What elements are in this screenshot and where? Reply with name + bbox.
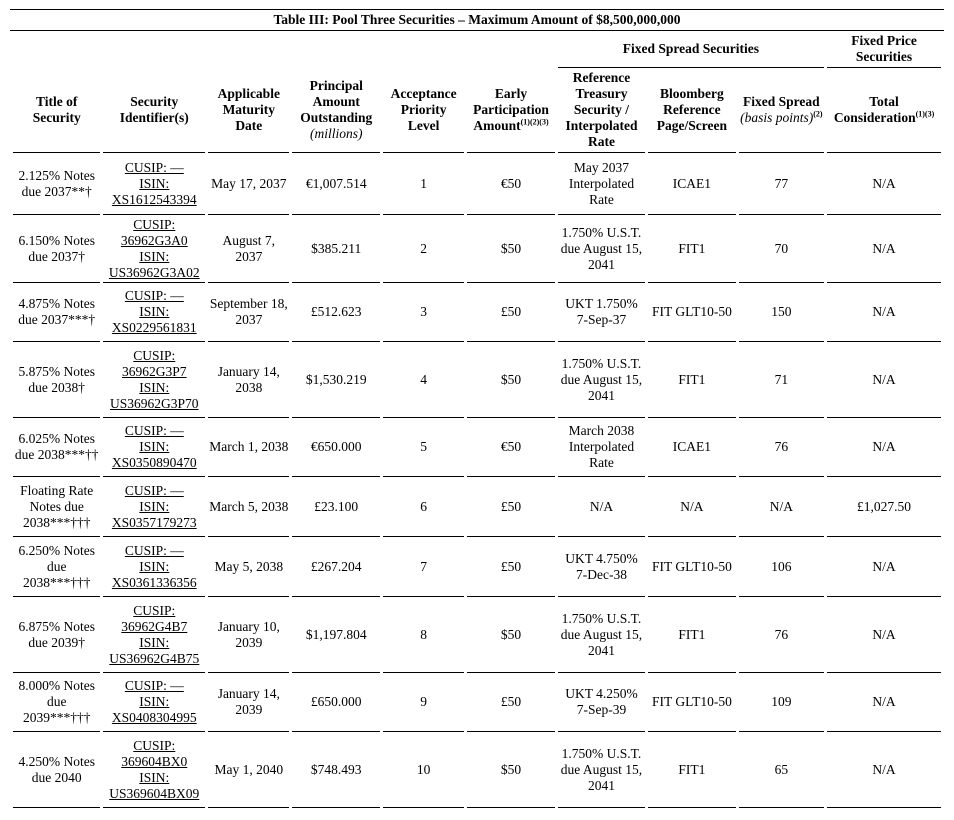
principal-amount-cell: £23.100	[292, 477, 379, 537]
isin-label: ISIN:	[139, 439, 170, 454]
security-identifiers-cell	[103, 537, 205, 597]
isin-id: XS0408304995	[111, 710, 197, 725]
cusip-id: CUSIP: 36962G3P7	[122, 347, 187, 379]
maturity-date-cell: March 1, 2038	[208, 418, 289, 477]
table-row	[13, 342, 941, 418]
security-identifiers-cell	[103, 673, 205, 732]
security-title-cell: 6.150% Notes due 2037†	[13, 215, 100, 283]
principal-amount-cell: €1,007.514	[292, 153, 379, 215]
col-fixed-spread	[739, 68, 824, 153]
table-row	[13, 732, 941, 808]
reference-treasury-cell: 1.750% U.S.T. due August 15, 2041	[558, 342, 645, 418]
security-title-cell: Floating Rate Notes due 2038***†††	[13, 477, 100, 537]
maturity-date-cell: March 5, 2038	[208, 477, 289, 537]
isin-label: ISIN:	[139, 379, 170, 395]
early-participation-cell: €50	[467, 418, 554, 477]
reference-treasury-cell: 1.750% U.S.T. due August 15, 2041	[558, 732, 645, 808]
acceptance-priority-cell: 1	[383, 153, 464, 215]
security-title-cell: 6.025% Notes due 2038***††	[13, 418, 100, 477]
fixed-spread-cell: 65	[739, 732, 824, 808]
col-bloomberg-page: Bloomberg Reference Page/Screen	[648, 68, 735, 153]
maturity-date-cell: August 7, 2037	[208, 215, 289, 283]
maturity-date-cell: January 10, 2039	[208, 597, 289, 673]
col-fixed-spread-footnote: (2)	[813, 109, 823, 119]
isin-label: ISIN:	[139, 634, 170, 650]
fixed-spread-cell: 76	[739, 418, 824, 477]
security-identifiers-cell	[103, 732, 205, 808]
total-consideration-cell: N/A	[827, 283, 941, 342]
col-title-of-security: Title of Security	[13, 68, 100, 153]
security-title-cell: 4.875% Notes due 2037***†	[13, 283, 100, 342]
table-row	[13, 283, 941, 342]
security-title-cell: 5.875% Notes due 2038†	[13, 342, 100, 418]
fixed-spread-cell: 70	[739, 215, 824, 283]
security-identifiers-cell	[103, 597, 205, 673]
maturity-date-cell: May 17, 2037	[208, 153, 289, 215]
principal-amount-cell: £650.000	[292, 673, 379, 732]
total-consideration-cell: N/A	[827, 215, 941, 283]
cusip-id: CUSIP: —	[124, 423, 184, 438]
col-acceptance-priority: Acceptance Priority Level	[383, 68, 464, 153]
security-identifiers-cell	[103, 215, 205, 283]
early-participation-cell: £50	[467, 477, 554, 537]
bloomberg-page-cell: ICAE1	[648, 153, 735, 215]
acceptance-priority-cell: 4	[383, 342, 464, 418]
total-consideration-cell: N/A	[827, 418, 941, 477]
early-participation-cell: £50	[467, 537, 554, 597]
security-identifiers-cell	[103, 283, 205, 342]
bloomberg-page-cell: ICAE1	[648, 418, 735, 477]
table-body	[13, 153, 941, 808]
total-consideration-cell: N/A	[827, 673, 941, 732]
col-total-consideration-footnote: (1)(3)	[915, 109, 935, 119]
col-fixed-spread-unit: (basis points)	[740, 110, 814, 125]
col-early-participation	[467, 68, 554, 153]
acceptance-priority-cell: 9	[383, 673, 464, 732]
isin-label: ISIN:	[139, 248, 170, 264]
acceptance-priority-cell: 8	[383, 597, 464, 673]
acceptance-priority-cell: 7	[383, 537, 464, 597]
bloomberg-page-cell: FIT GLT10-50	[648, 673, 735, 732]
isin-id: US36962G3A02	[108, 264, 200, 280]
fixed-spread-cell: 150	[739, 283, 824, 342]
principal-amount-cell: $385.211	[292, 215, 379, 283]
security-identifiers-cell	[103, 342, 205, 418]
col-maturity-date: Applicable Maturity Date	[208, 68, 289, 153]
table-row	[13, 537, 941, 597]
bloomberg-page-cell: FIT GLT10-50	[648, 283, 735, 342]
col-total-consideration	[827, 68, 941, 153]
isin-id: XS0229561831	[111, 320, 197, 335]
principal-amount-cell: $748.493	[292, 732, 379, 808]
cusip-id: CUSIP: —	[124, 678, 184, 693]
cusip-id: CUSIP: —	[124, 288, 184, 303]
maturity-date-cell: May 1, 2040	[208, 732, 289, 808]
total-consideration-cell: N/A	[827, 597, 941, 673]
maturity-date-cell: January 14, 2038	[208, 342, 289, 418]
bloomberg-page-cell: FIT1	[648, 597, 735, 673]
security-identifiers-cell	[103, 477, 205, 537]
table-row	[13, 153, 941, 215]
security-title-cell: 4.250% Notes due 2040	[13, 732, 100, 808]
security-title-cell: 6.875% Notes due 2039†	[13, 597, 100, 673]
reference-treasury-cell: 1.750% U.S.T. due August 15, 2041	[558, 597, 645, 673]
isin-id: US36962G4B75	[109, 650, 200, 666]
column-header-row	[13, 68, 941, 153]
early-participation-cell: £50	[467, 283, 554, 342]
early-participation-cell: £50	[467, 673, 554, 732]
fixed-price-group-header: Fixed Price Securities	[827, 30, 941, 68]
group-header-row	[13, 30, 941, 68]
security-title-cell: 6.250% Notes due 2038***†††	[13, 537, 100, 597]
isin-label: ISIN:	[139, 304, 170, 319]
total-consideration-cell: £1,027.50	[827, 477, 941, 537]
acceptance-priority-cell: 2	[383, 215, 464, 283]
table-row	[13, 418, 941, 477]
col-total-consideration-label: Total Consideration	[833, 94, 916, 125]
acceptance-priority-cell: 3	[383, 283, 464, 342]
col-reference-treasury: Reference Treasury Security / Interpolated Rate	[558, 68, 645, 153]
fixed-spread-cell: N/A	[739, 477, 824, 537]
bloomberg-page-cell: FIT GLT10-50	[648, 537, 735, 597]
total-consideration-cell: N/A	[827, 342, 941, 418]
isin-id: XS0350890470	[111, 455, 197, 470]
col-principal-amount-unit: (millions)	[309, 126, 363, 141]
col-principal-amount-label: Principal Amount Outstanding	[300, 78, 373, 125]
total-consideration-cell: N/A	[827, 537, 941, 597]
reference-treasury-cell: May 2037 Interpolated Rate	[558, 153, 645, 215]
early-participation-cell: €50	[467, 153, 554, 215]
principal-amount-cell: $1,530.219	[292, 342, 379, 418]
col-fixed-spread-label: Fixed Spread	[743, 94, 820, 109]
reference-treasury-cell: N/A	[558, 477, 645, 537]
acceptance-priority-cell: 6	[383, 477, 464, 537]
fixed-spread-cell: 106	[739, 537, 824, 597]
col-early-participation-footnote: (1)(2)(3)	[520, 117, 549, 127]
early-participation-cell: $50	[467, 732, 554, 808]
early-participation-cell: $50	[467, 215, 554, 283]
isin-label: ISIN:	[139, 769, 170, 785]
maturity-date-cell: January 14, 2039	[208, 673, 289, 732]
bloomberg-page-cell: FIT1	[648, 732, 735, 808]
acceptance-priority-cell: 10	[383, 732, 464, 808]
cusip-id: CUSIP: —	[124, 159, 184, 175]
acceptance-priority-cell: 5	[383, 418, 464, 477]
reference-treasury-cell: UKT 4.250% 7-Sep-39	[558, 673, 645, 732]
principal-amount-cell: $1,197.804	[292, 597, 379, 673]
fixed-spread-group-header: Fixed Spread Securities	[558, 30, 824, 68]
table-row	[13, 597, 941, 673]
isin-id: XS0357179273	[111, 514, 197, 530]
fixed-spread-cell: 77	[739, 153, 824, 215]
col-security-identifiers: Security Identifier(s)	[103, 68, 205, 153]
total-consideration-cell: N/A	[827, 732, 941, 808]
isin-id: XS1612543394	[111, 191, 197, 207]
cusip-id: CUSIP: —	[124, 542, 184, 558]
cusip-id: CUSIP: 36962G3A0	[120, 216, 188, 248]
isin-id: US369604BX09	[109, 785, 200, 801]
bloomberg-page-cell: N/A	[648, 477, 735, 537]
pool-three-table	[10, 30, 944, 808]
maturity-date-cell: May 5, 2038	[208, 537, 289, 597]
principal-amount-cell: €650.000	[292, 418, 379, 477]
early-participation-cell: $50	[467, 597, 554, 673]
col-early-participation-label: Early Participation Amount	[473, 86, 549, 133]
principal-amount-cell: £512.623	[292, 283, 379, 342]
security-identifiers-cell	[103, 153, 205, 215]
isin-label: ISIN:	[139, 558, 170, 574]
isin-label: ISIN:	[139, 175, 170, 191]
security-identifiers-cell	[103, 418, 205, 477]
isin-label: ISIN:	[139, 694, 170, 709]
cusip-id: CUSIP: —	[124, 482, 184, 498]
fixed-spread-cell: 109	[739, 673, 824, 732]
table-row	[13, 477, 941, 537]
bloomberg-page-cell: FIT1	[648, 342, 735, 418]
col-principal-amount	[292, 68, 379, 153]
maturity-date-cell: September 18, 2037	[208, 283, 289, 342]
table-row	[13, 215, 941, 283]
principal-amount-cell: £267.204	[292, 537, 379, 597]
cusip-id: CUSIP: 369604BX0	[121, 737, 188, 769]
reference-treasury-cell: March 2038 Interpolated Rate	[558, 418, 645, 477]
early-participation-cell: $50	[467, 342, 554, 418]
reference-treasury-cell: UKT 4.750% 7-Dec-38	[558, 537, 645, 597]
bloomberg-page-cell: FIT1	[648, 215, 735, 283]
total-consideration-cell: N/A	[827, 153, 941, 215]
cusip-id: CUSIP: 36962G4B7	[121, 602, 188, 634]
fixed-spread-cell: 76	[739, 597, 824, 673]
security-title-cell: 2.125% Notes due 2037**†	[13, 153, 100, 215]
table-row	[13, 673, 941, 732]
security-title-cell: 8.000% Notes due 2039***†††	[13, 673, 100, 732]
isin-id: XS0361336356	[111, 574, 197, 590]
reference-treasury-cell: UKT 1.750% 7-Sep-37	[558, 283, 645, 342]
fixed-spread-cell: 71	[739, 342, 824, 418]
isin-id: US36962G3P70	[110, 395, 199, 411]
table-title: Table III: Pool Three Securities – Maximum Amount of $8,500,000,000	[10, 9, 944, 31]
isin-label: ISIN:	[139, 498, 170, 514]
reference-treasury-cell: 1.750% U.S.T. due August 15, 2041	[558, 215, 645, 283]
